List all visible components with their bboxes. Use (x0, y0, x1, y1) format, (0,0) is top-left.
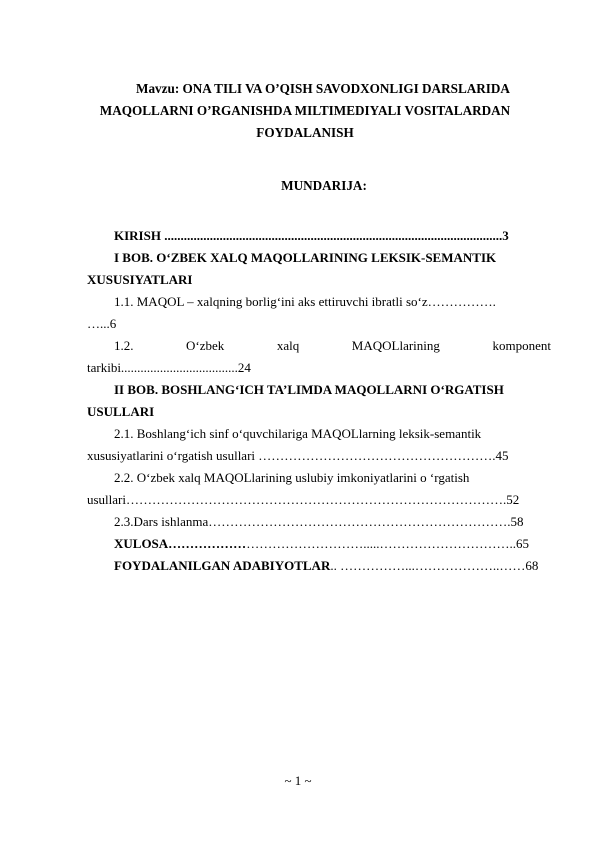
toc-references-label: FOYDALANILGAN ADABIYOTLAR (114, 558, 331, 573)
toc-references-page: .. ……………...………………..……68 (330, 558, 539, 573)
toc-entry-chapter2-line2: USULLARI (87, 404, 155, 419)
document-title-line-3: FOYDALANISH (256, 125, 354, 140)
contents-heading: MUNDARIJA: (281, 178, 367, 193)
toc-entry-2-1-line1: 2.1. Boshlang‘ich sinf o‘quvchilariga MAQOLlarning leksik-semantik (114, 426, 482, 441)
toc-word: 1.2. (114, 338, 134, 353)
toc-conclusion-page: ……………………….....…………………………..65 (246, 536, 529, 551)
toc-entry-1-2-line2: tarkibi....................................24 (87, 360, 251, 375)
toc-entry-chapter1-line2: XUSUSIYATLARI (87, 272, 193, 287)
toc-entry-2-2-line2: usullari…………………………………………………………………………….52 (87, 492, 520, 507)
toc-entry-2-1-line2: xususiyatlarini o‘rgatish usullari ……………………………………………….45 (87, 448, 509, 463)
toc-entry-references (87, 558, 578, 574)
toc-word: xalq (276, 338, 300, 353)
toc-word: MAQOLlarining (351, 338, 440, 353)
toc-word: komponent (492, 338, 551, 353)
toc-entry-1-1-line2: …...6 (87, 316, 117, 331)
toc-conclusion-label: XULOSA……………… (114, 536, 247, 551)
toc-entry-2-3: 2.3.Dars ishlanma…………………………………………………………….58 (114, 514, 524, 529)
toc-word: O‘zbek (186, 338, 225, 353)
page-number: ~ 1 ~ (284, 773, 312, 788)
toc-entry-2-2-line1: 2.2. O‘zbek xalq MAQOLlarining uslubiy imkoniyatlarini o ‘rgatish (114, 470, 470, 485)
toc-entry-intro: KIRISH ........................................................................................................3 (114, 228, 509, 243)
document-title-line-1: Mavzu: ONA TILI VA O’QISH SAVODXONLIGI DARSLARIDA (136, 81, 510, 96)
toc-entry-conclusion (87, 536, 578, 552)
document-title-line-2: MAQOLLARNI O’RGANISHDA MILTIMEDIYALI VOSITALARDAN (99, 103, 511, 118)
toc-entry-1-2-line1 (87, 338, 551, 354)
toc-entry-1-1-line1: 1.1. MAQOL – xalqning borlig‘ini aks ettiruvchi ibratli so‘z……………. (114, 294, 496, 309)
toc-entry-chapter2-line1: II BOB. BOSHLANG‘ICH TA’LIMDA MAQOLLARNI O‘RGATISH (114, 382, 504, 397)
toc-entry-chapter1-line1: I BOB. O‘ZBEK XALQ MAQOLLARINING LEKSIK-SEMANTIK (114, 250, 497, 265)
